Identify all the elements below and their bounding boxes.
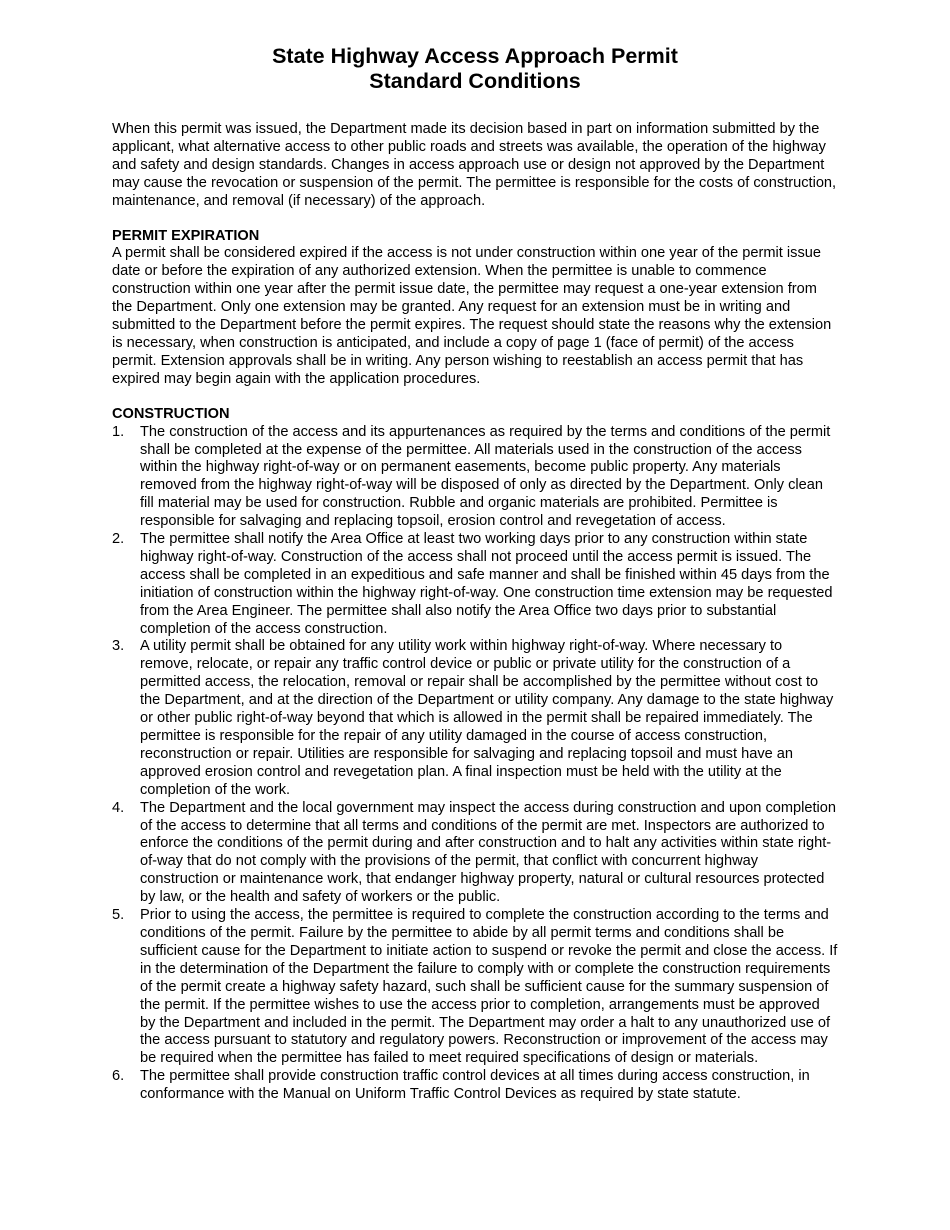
list-item-number: 4. xyxy=(112,799,125,816)
document-title xyxy=(112,44,838,94)
list-item-text: The Department and the local government may inspect the access during construction and upon completion of the access to determine that all terms and conditions of the permit are met. Inspectors are authorized to enforce the conditions of the permit during and after construction and to halt any activities within state right-of-way that do not comply with the provisions of the permit, that conflict with concurrent highway construction or maintenance work, that endanger highway property, natural or cultural resources protected by law, or the health and safety of workers or the public. xyxy=(140,799,837,906)
list-item-text: The permittee shall provide construction traffic control devices at all times during access construction, in conformance with the Manual on Uniform Traffic Control Devices as required by state statute. xyxy=(140,1068,810,1103)
title-line-1: State Highway Access Approach Permit xyxy=(272,44,678,68)
list-item xyxy=(112,1068,838,1104)
permit-expiration-text: A permit shall be considered expired if the access is not under construction within one year of the permit issue date or before the expiration of any authorized extension. When the permittee is unable to commence construction within one year after the permit issue date, the permittee may request a one-year extension from the Department. Only one extension may be granted. Any request for an extension must be in writing and submitted to the Department before the permit expires. The request should state the reasons why the extension is necessary, when construction is anticipated, and include a copy of page 1 (face of permit) of the access permit. Extension approvals shall be in writing. Any person wishing to reestablish an access permit that has expired may begin again with the application procedures. xyxy=(112,245,832,387)
list-item xyxy=(112,531,838,638)
title-line-2: Standard Conditions xyxy=(369,69,581,93)
permit-expiration-section xyxy=(112,228,838,389)
construction-heading: CONSTRUCTION xyxy=(112,405,230,422)
list-item-number: 1. xyxy=(112,423,125,440)
list-item-number: 5. xyxy=(112,907,125,924)
list-item-text: The construction of the access and its appurtenances as required by the terms and conditions of the permit shall be completed at the expense of the permittee. All materials used in the construction of the access within the highway right-of-way or on permanent easements, become public property. Any materials removed from the highway right-of-way will be disposed of only as directed by the Department. Only clean fill material may be used for construction. Rubble and organic materials are prohibited. Permittee is responsible for salvaging and replacing topsoil, erosion control and revegetation of access. xyxy=(140,423,831,530)
construction-conditions-list xyxy=(112,424,838,1104)
construction-section xyxy=(112,406,838,1104)
list-item xyxy=(112,424,838,531)
list-item-number: 6. xyxy=(112,1068,125,1085)
list-item-text: The permittee shall notify the Area Office at least two working days prior to any construction within state highway right-of-way. Construction of the access shall not proceed until the access permit is issued. The access shall be completed in an expeditious and safe manner and shall be finished within 45 days from the initiation of construction within the highway right-of-way. One construction time extension may be requested from the Area Engineer. The permittee shall also notify the Area Office two days prior to substantial completion of the access construction. xyxy=(140,531,833,637)
list-item xyxy=(112,800,838,907)
document-page xyxy=(112,44,838,1121)
list-item-number: 2. xyxy=(112,531,125,548)
list-item xyxy=(112,907,838,1068)
permit-expiration-heading: PERMIT EXPIRATION xyxy=(112,227,260,244)
list-item-number: 3. xyxy=(112,638,125,655)
list-item xyxy=(112,638,838,799)
list-item-text: A utility permit shall be obtained for any utility work within highway right-of-way. Where necessary to remove, relocate, or repair any traffic control device or public or private utility for the construction of a permitted access, the relocation, removal or repair shall be accomplished by the permittee without cost to the Department, and at the direction of the Department or utility company. Any damage to the state highway or other public right-of-way beyond that which is allowed in the permit shall be repaired immediately. The permittee is responsible for the repair of any utility damaged in the course of access construction, reconstruction or repair. Utilities are responsible for salvaging and replacing topsoil and must have an approved erosion control and revegetation plan. A final inspection must be held with the utility at the completion of the work. xyxy=(140,638,834,798)
list-item-text: Prior to using the access, the permittee is required to complete the construction according to the terms and conditions of the permit. Failure by the permittee to abide by all permit terms and conditions shall be sufficient cause for the Department to initiate action to suspend or revoke the permit and close the access. If in the determination of the Department the failure to comply with or complete the construction requirements of the permit create a highway safety hazard, such shall be sufficient cause for the summary suspension of the permit. If the permittee wishes to use the access prior to completion, arrangements must be approved by the Department and included in the permit. The Department may order a halt to any unauthorized use of the access pursuant to statutory and regulatory powers. Reconstruction or improvement of the access may be required when the permittee has failed to meet required specifications of design or materials. xyxy=(140,907,838,1067)
intro-paragraph: When this permit was issued, the Department made its decision based in part on information submitted by the applicant, what alternative access to other public roads and streets was available, the operation of the highway and safety and design standards. Changes in access approach use or design not approved by the Department may cause the revocation or suspension of the permit. The permittee is responsible for the costs of construction, maintenance, and removal (if necessary) of the approach. xyxy=(112,121,837,209)
